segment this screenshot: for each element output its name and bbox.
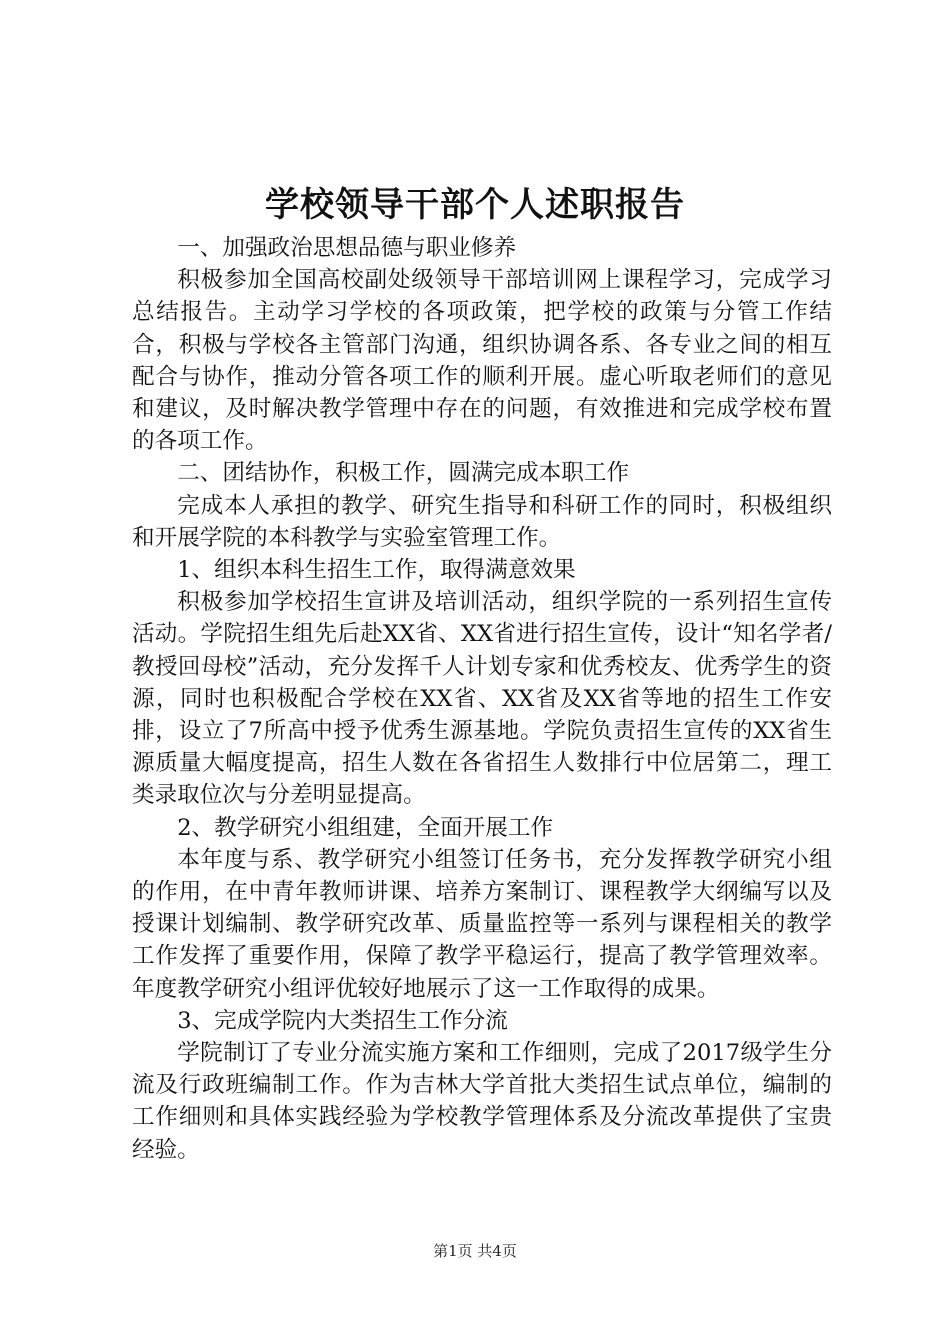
paragraph: 积极参加全国高校副处级领导干部培训网上课程学习，完成学习总结报告。主动学习学校的各项政策，把学校的政策与分管工作结合，积极与学校各主管部门沟通，组织协调各系、各专业之间的相互配合与协作，推动分管各项工作的顺利开展。虚心听取老师们的意见和建议，及时解决教学管理中存在的问题，有效推进和完成学校布置的各项工作。 [132,267,832,455]
paragraph: 学院制订了专业分流实施方案和工作细则，完成了2017级学生分流及行政班编制工作。作为吉林大学首批大类招生试点单位，编制的工作细则和具体实践经验为学校教学管理体系及分流改革提供了宝贵经验。 [132,1040,832,1163]
page-number-footer: 第1页 共4页 [433,1242,517,1260]
section-heading: 二、团结协作，积极工作，圆满完成本职工作 [177,460,630,487]
subsection-heading: 1、组织本科生招生工作，取得满意效果 [177,557,576,584]
paragraph: 积极参加学校招生宣讲及培训活动，组织学院的一系列招生宣传活动。学院招生组先后赴XX省、XX省进行招生宣传，设计“知名学者/教授回母校”活动，充分发挥千人计划专家和优秀校友、优秀学生的资源，同时也积极配合学校在XX省、XX省及XX省等地的招生工作安排，设立了7所高中授予优秀生源基地。学院负责招生宣传的XX省生源质量大幅度提高，招生人数在各省招生人数排行中位居第二，理工类录取位次与分差明显提高。 [132,589,832,809]
subsection-heading: 2、教学研究小组组建，全面开展工作 [177,814,554,841]
document-body [132,232,832,1166]
section-heading: 一、加强政治思想品德与职业修养 [177,235,517,261]
paragraph: 本年度与系、教学研究小组签订任务书，充分发挥教学研究小组的作用，在中青年教师讲课、培养方案制订、课程教学大纲编写以及授课计划编制、教学研究改革、质量监控等一系列与课程相关的教学工作发挥了重要作用，保障了教学平稳运行，提高了教学管理效率。年度教学研究小组评优较好地展示了这一工作取得的成果。 [132,846,832,1002]
paragraph: 完成本人承担的教学、研究生指导和科研工作的同时，积极组织和开展学院的本科教学与实验室管理工作。 [132,492,832,551]
subsection-heading: 3、完成学院内大类招生工作分流 [177,1007,508,1034]
document-title: 学校领导干部个人述职报告 [265,185,685,225]
